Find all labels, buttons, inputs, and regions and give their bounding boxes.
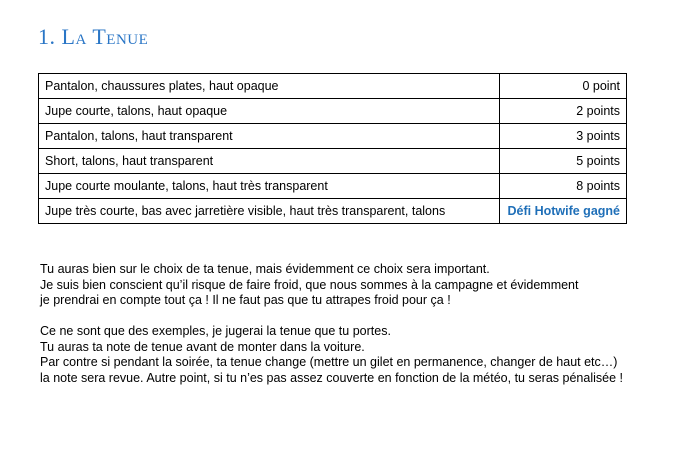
outfit-description: Jupe courte moulante, talons, haut très transparent [39, 174, 500, 199]
text-line: Tu auras bien sur le choix de ta tenue, mais évidemment ce choix sera important. [40, 262, 490, 276]
outfit-description: Short, talons, haut transparent [39, 149, 500, 174]
outfit-description: Pantalon, chaussures plates, haut opaque [39, 74, 500, 99]
table-row [39, 199, 627, 224]
outfit-points: 0 point [500, 74, 627, 99]
table-row [39, 149, 627, 174]
outfit-description: Jupe courte, talons, haut opaque [39, 99, 500, 124]
intro-paragraph [40, 262, 578, 309]
text-line: Je suis bien conscient qu’il risque de faire froid, que nous sommes à la campagne et évidemment [40, 277, 579, 292]
text-line: la note sera revue. Autre point, si tu n’es pas assez couverte en fonction de la météo, tu seras pénalisée ! [40, 370, 623, 385]
outfit-points: 3 points [500, 124, 627, 149]
table-row [39, 174, 627, 199]
outfit-points: 2 points [500, 99, 627, 124]
section-heading: 1. La Tenue [38, 24, 149, 49]
challenge-result: Défi Hotwife gagné [500, 199, 627, 224]
rules-paragraph [40, 324, 623, 386]
outfit-points: 5 points [500, 149, 627, 174]
outfit-score-table [38, 73, 627, 224]
outfit-description: Pantalon, talons, haut transparent [39, 124, 500, 149]
text-line: Tu auras ta note de tenue avant de monter dans la voiture. [40, 339, 365, 354]
text-line: Par contre si pendant la soirée, ta tenue change (mettre un gilet en permanence, changer de haut etc…) [40, 355, 618, 369]
table-row [39, 74, 627, 99]
text-line: Ce ne sont que des exemples, je jugerai la tenue que tu portes. [40, 324, 391, 338]
outfit-description: Jupe très courte, bas avec jarretière visible, haut très transparent, talons [39, 199, 500, 224]
outfit-points: 8 points [500, 174, 627, 199]
table-row [39, 99, 627, 124]
table-row [39, 124, 627, 149]
text-line: je prendrai en compte tout ça ! Il ne faut pas que tu attrapes froid pour ça ! [40, 293, 451, 307]
